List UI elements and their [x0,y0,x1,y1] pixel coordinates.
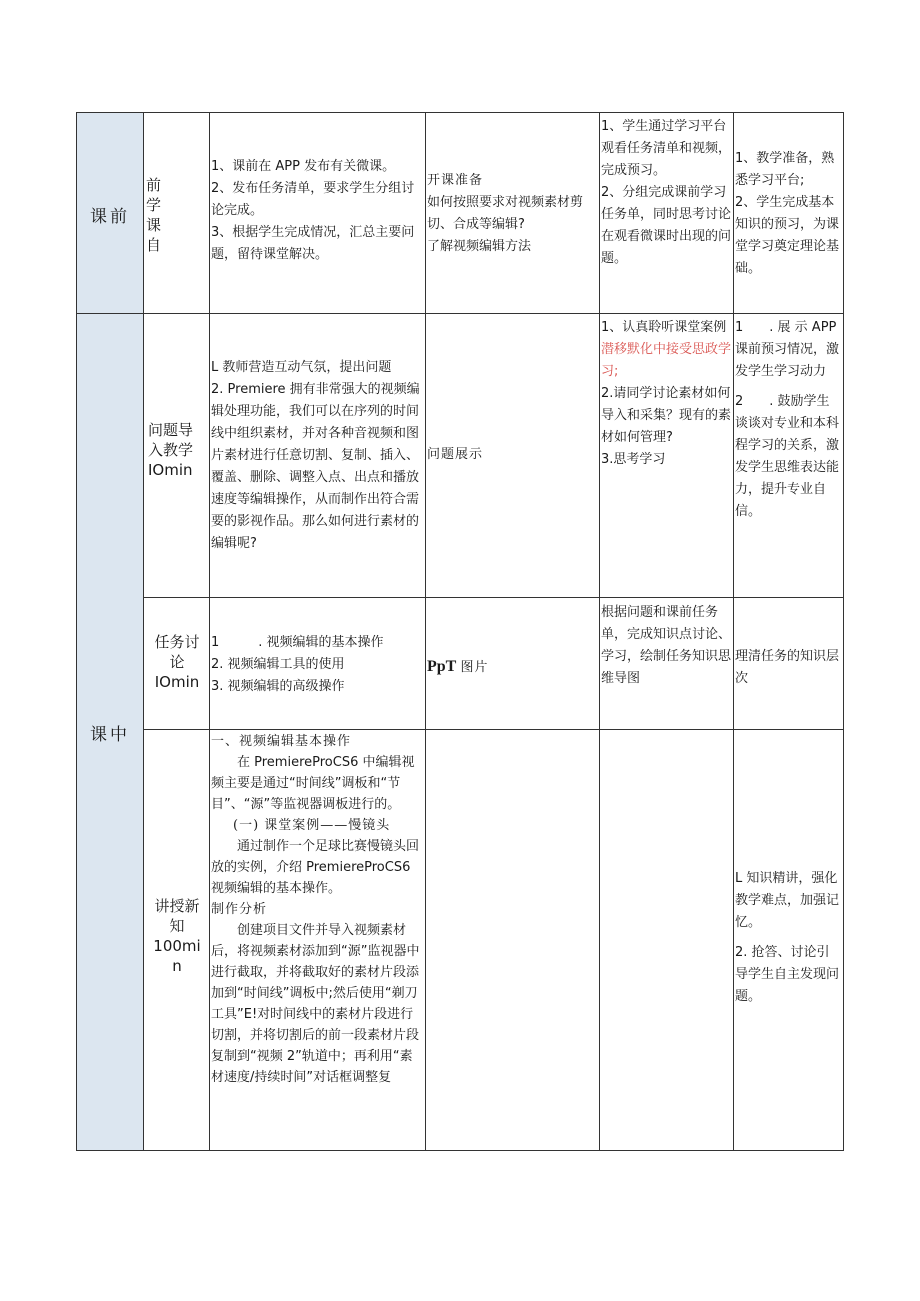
table-border-bottom [76,1150,844,1151]
table-divider [143,112,144,1151]
table-divider [209,112,210,1151]
table-divider [143,597,844,598]
student-activity-task: 根据问题和课前任务单，完成知识点讨论、学习，绘制任务知识思维导图 [601,605,732,686]
resource-intro: 问题展示 [427,447,484,462]
table-divider [143,729,844,730]
segment-task: 任务讨 论 IOmin [154,633,200,691]
design-intent-intro: 1 . 展 示 APP 课前预习情况，激发学生学习动力 2 . 鼓励学生谈谈对专业和本科程学习的关系，激发学生思维表达能力，提升专业自信。 [735,320,840,519]
segment-intro: 问题导 入教学 IOmin [148,421,194,479]
segment-preclass: 前 学 课 自 [146,176,162,254]
student-activity-intro: 1、认真聆听课堂案例 潜移默化中接受思政学习; 2.请同学讨论素材如何导入和采集？现有的素材如何管理? 3.思考学习 [601,320,732,467]
table-border-left [76,112,77,1151]
resource-task: PpT 图片 [427,658,489,675]
design-intent-task: 理清任务的知识层次 [735,649,840,686]
teacher-activity-intro: L 教师营造互动气氛，提出问题 2. Premiere 拥有非常强大的视频编辑处理功能，我们可以在序列的时间线中组织素材，并对各种音视频和图片素材进行任意切割、复制、插入、覆盖、删除、调整入点、出点和播放速度等编辑操作，从而制作出符合需要的影视作品。那么如何进行素材的编辑呢? [211,360,420,551]
teacher-activity-lecture: 一、视频编辑基本操作 在 PremiereProCS6 中编辑视频主要是通过“时间线”调板和“节目”、“源”等监视器调板进行的。 (一) 课堂案例——慢镜头 通过制作一个足球比赛慢镜头回放的实例，介绍 PremiereProCS6 视频编辑的基本操作。 制作分析 创建项目文件并导入视频素材后，将视频素材添加到“源”监视器中进行截取，并将截取好的素材片段添加到“时间线”调板中;然后使用“剃刀工具”E!对时间线中的素材片段进行切割，并将切割后的前一段素材片段复制到“视频 2”轨道中；再利用“素材速度/持续时间”对话框调整复 [211,734,420,1085]
table-divider [76,313,844,314]
design-intent-preclass: 1、教学准备，熟悉学习平台; 2、学生完成基本知识的预习，为课堂学习奠定理论基础。 [735,151,840,276]
student-activity-preclass: 1、学生通过学习平台观看任务清单和视频，完成预习。 2、分组完成课前学习任务单，同时思考讨论在观看微课时出现的问题。 [601,119,732,266]
table-divider [425,112,426,1151]
table-divider [599,112,600,1151]
table-border-top [76,112,844,113]
teacher-activity-task: 1 . 视频编辑的基本操作 2. 视频编辑工具的使用 3. 视频编辑的高级操作 [211,635,384,694]
ideological-note: 潜移默化中接受思政学习; [601,342,732,379]
resource-preclass: 开课准备 如何按照要求对视频素材剪切、合成等编辑? 了解视频编辑方法 [427,173,584,254]
teacher-activity-preclass: 1、课前在 APP 发布有关微课。 2、发布任务清单，要求学生分组讨论完成。 3、根据学生完成情况，汇总主要问题，留待课堂解决。 [211,159,415,262]
design-intent-lecture: L 知识精讲，强化教学难点，加强记忆。 2. 抢答、讨论引导学生自主发现问题。 [735,871,840,1004]
table-border-right [843,112,844,1151]
table-divider [733,112,734,1151]
stage-label-pre: 课前 [90,207,130,227]
stage-label-in: 课中 [90,725,130,745]
segment-lecture: 讲授新 知 100mi n [153,897,201,975]
